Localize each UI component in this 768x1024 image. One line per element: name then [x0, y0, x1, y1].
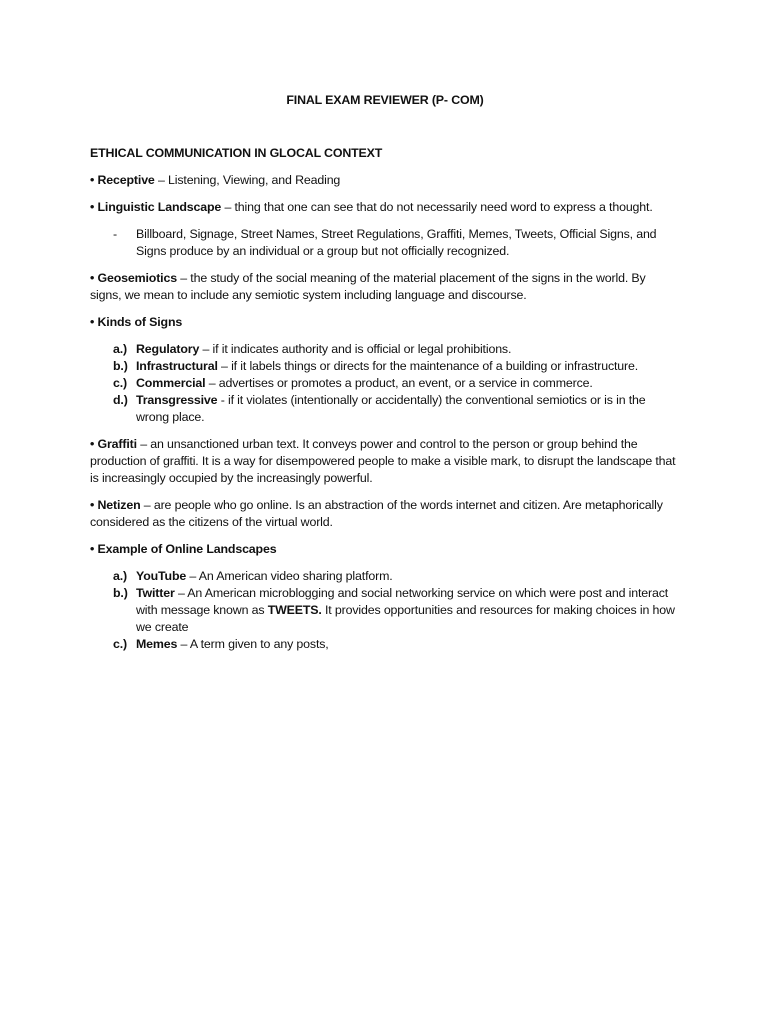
linguistic-landscape-term: Linguistic Landscape	[97, 200, 222, 214]
online-landscapes-term: Example of Online Landscapes	[97, 542, 277, 556]
list-marker: c.)	[113, 637, 128, 651]
sign-kind-term: Infrastructural	[136, 359, 218, 373]
linguistic-landscape-paragraph	[90, 199, 680, 216]
list-item	[113, 568, 680, 585]
platform-term: Memes	[136, 637, 178, 651]
list-marker: b.)	[113, 359, 128, 373]
list-item	[113, 636, 680, 653]
document-title: FINAL EXAM REVIEWER (P- COM)	[286, 93, 484, 107]
sign-kind-definition: – if it labels things or directs for the maintenance of a building or infrastructure.	[217, 359, 639, 373]
list-item	[113, 226, 680, 260]
receptive-paragraph	[90, 172, 680, 189]
bullet: •	[90, 200, 98, 214]
geosemiotics-paragraph	[90, 270, 680, 304]
kinds-of-signs-list	[90, 341, 680, 426]
tweets-emphasis: TWEETS.	[267, 603, 322, 617]
list-item	[113, 358, 680, 375]
sign-kind-term: Regulatory	[136, 342, 200, 356]
bullet: •	[90, 498, 98, 512]
document-body	[90, 92, 680, 663]
bullet: •	[90, 271, 98, 285]
graffiti-term: Graffiti	[97, 437, 137, 451]
platform-definition: – An American video sharing platform.	[186, 569, 393, 583]
sign-kind-definition: – if it indicates authority and is official or legal prohibitions.	[199, 342, 512, 356]
bullet: •	[90, 437, 98, 451]
graffiti-paragraph	[90, 436, 680, 487]
list-item-text: Billboard, Signage, Street Names, Street Regulations, Graffiti, Memes, Tweets, Official Signs, and Signs produce by an individual or a group but not officially recognized.	[136, 227, 657, 258]
list-marker: c.)	[113, 376, 128, 390]
list-item	[113, 375, 680, 392]
platform-definition-continued: It provides opportunities and resources for making choices in how we create	[136, 603, 675, 634]
netizen-paragraph	[90, 497, 680, 531]
sign-kind-definition: – advertises or promotes a product, an event, or a service in commerce.	[205, 376, 593, 390]
platform-term: YouTube	[136, 569, 187, 583]
bullet: •	[90, 315, 98, 329]
online-landscapes-list	[90, 568, 680, 653]
list-marker: a.)	[113, 342, 128, 356]
sign-kind-term: Commercial	[136, 376, 206, 390]
dash-marker: -	[113, 227, 117, 241]
list-marker: a.)	[113, 569, 128, 583]
netizen-definition: – are people who go online. Is an abstraction of the words internet and citizen. Are metaphorically considered as the citizens of the virtual world.	[90, 498, 663, 529]
platform-definition: – A term given to any posts,	[177, 637, 329, 651]
receptive-term: Receptive	[97, 173, 155, 187]
receptive-definition: – Listening, Viewing, and Reading	[154, 173, 341, 187]
online-landscapes-heading	[90, 541, 680, 558]
sign-kind-definition: - if it violates (intentionally or accidentally) the conventional semiotics or is in the wrong place.	[136, 393, 646, 424]
linguistic-landscape-definition: – thing that one can see that do not necessarily need word to express a thought.	[221, 200, 653, 214]
bullet: •	[90, 173, 98, 187]
section-heading: ETHICAL COMMUNICATION IN GLOCAL CONTEXT	[90, 146, 383, 160]
platform-term: Twitter	[136, 586, 175, 600]
list-item	[113, 585, 680, 636]
list-item	[113, 392, 680, 426]
platform-definition: – An American microblogging and social networking service on which were post and interact with message known as	[136, 586, 669, 617]
list-marker: b.)	[113, 586, 128, 600]
graffiti-definition: – an unsanctioned urban text. It conveys power and control to the person or group behind the production of graffiti. It is a way for disempowered people to make a visible mark, to disrupt the landscape that is increasingly occupied by the increasingly powerful.	[90, 437, 676, 485]
list-marker: d.)	[113, 393, 128, 407]
linguistic-landscape-examples	[90, 226, 680, 260]
list-item	[113, 341, 680, 358]
netizen-term: Netizen	[97, 498, 141, 512]
kinds-of-signs-term: Kinds of Signs	[97, 315, 183, 329]
geosemiotics-definition: – the study of the social meaning of the material placement of the signs in the world. By signs, we mean to include any semiotic system including language and discourse.	[90, 271, 646, 302]
sign-kind-term: Transgressive	[136, 393, 218, 407]
kinds-of-signs-heading	[90, 314, 680, 331]
geosemiotics-term: Geosemiotics	[97, 271, 177, 285]
bullet: •	[90, 542, 98, 556]
